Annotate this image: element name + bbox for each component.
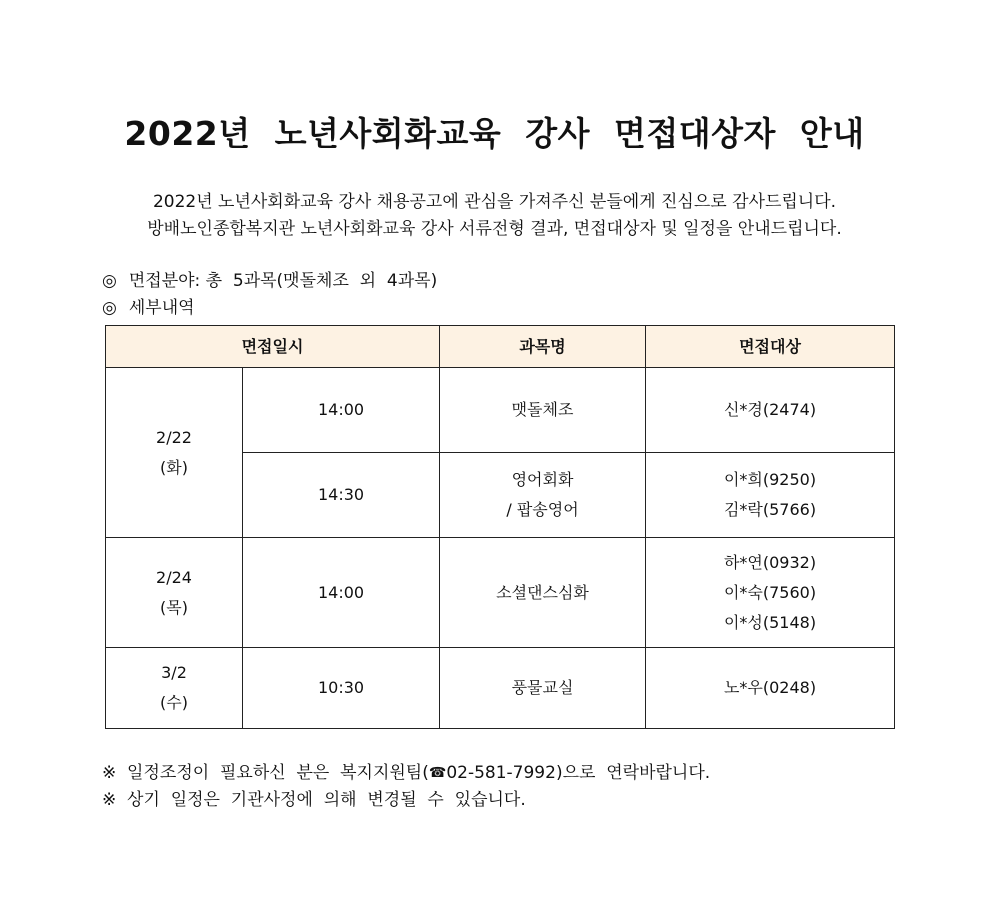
subject-cell: [440, 648, 646, 729]
subject-text: 풍물교실: [511, 678, 574, 697]
time-cell: 14:00: [243, 368, 440, 453]
table-row: [106, 648, 895, 729]
subject-cell: [440, 368, 646, 453]
subject-text: / 팝송영어: [506, 500, 579, 519]
candidate-text: 김*락(5766): [723, 500, 817, 519]
subject-cell: [440, 538, 646, 648]
candidate-text: 이*숙(7560): [723, 582, 817, 602]
day-text: (수): [160, 693, 188, 712]
candidate-text: 신*경(2474): [723, 400, 817, 419]
subject-text: 맷돌체조: [511, 400, 574, 419]
date-cell: [106, 368, 243, 538]
phone-icon: ☎: [428, 765, 447, 781]
bullet-details: [102, 293, 195, 318]
subject-text: 영어회화: [511, 470, 574, 489]
candidates-cell: [646, 368, 895, 453]
subject-text: 소셜댄스심화: [496, 582, 589, 602]
double-circle-icon: ◎: [102, 271, 117, 291]
double-circle-icon: ◎: [102, 298, 117, 318]
day-text: (화): [160, 457, 188, 477]
page-title: 2022년 노년사회화교육 강사 면접대상자 안내: [124, 114, 865, 153]
note-schedule-change: ※ 상기 일정은 기관사정에 의해 변경될 수 있습니다.: [102, 790, 526, 810]
time-cell: 10:30: [243, 648, 440, 729]
bullet-text: 세부내역: [128, 298, 195, 318]
phone-number: 02-581-7992: [446, 763, 556, 783]
date-text: 2/22: [156, 427, 192, 447]
candidates-cell: [646, 538, 895, 648]
day-text: (목): [160, 597, 188, 617]
bullet-interview-fields: [102, 266, 437, 291]
table-row: [106, 538, 895, 648]
note-text: )으로 연락바랍니다.: [555, 763, 711, 783]
time-cell: 14:00: [243, 538, 440, 648]
time-cell: 14:30: [243, 453, 440, 538]
bullet-text: 면접분야: 총 5과목(맷돌체조 외 4과목): [128, 271, 438, 291]
date-cell: [106, 538, 243, 648]
intro-line-2: 방배노인종합복지관 노년사회화교육 강사 서류전형 결과, 면접대상자 및 일정을 안내드립니다.: [147, 219, 842, 239]
candidate-text: 이*성(5148): [723, 612, 817, 632]
candidate-text: 이*희(9250): [723, 470, 817, 489]
candidates-cell: [646, 453, 895, 538]
date-cell: [106, 648, 243, 729]
table-header-row: [106, 326, 895, 368]
table-row: [106, 368, 895, 453]
candidate-text: 하*연(0932): [723, 552, 817, 572]
header-candidates: 면접대상: [646, 326, 895, 368]
subject-cell: [440, 453, 646, 538]
header-subject: 과목명: [440, 326, 646, 368]
interview-schedule-table: [105, 325, 895, 729]
note-contact: [102, 758, 710, 783]
candidate-text: 노*우(0248): [723, 678, 817, 697]
date-text: 3/2: [161, 663, 187, 682]
header-interview-datetime: 면접일시: [106, 326, 440, 368]
candidates-cell: [646, 648, 895, 729]
intro-line-1: 2022년 노년사회화교육 강사 채용공고에 관심을 가져주신 분들에게 진심으로 감사드립니다.: [152, 192, 837, 212]
date-text: 2/24: [156, 567, 192, 587]
note-text: ※ 일정조정이 필요하신 분은 복지지원팀(: [102, 763, 429, 783]
